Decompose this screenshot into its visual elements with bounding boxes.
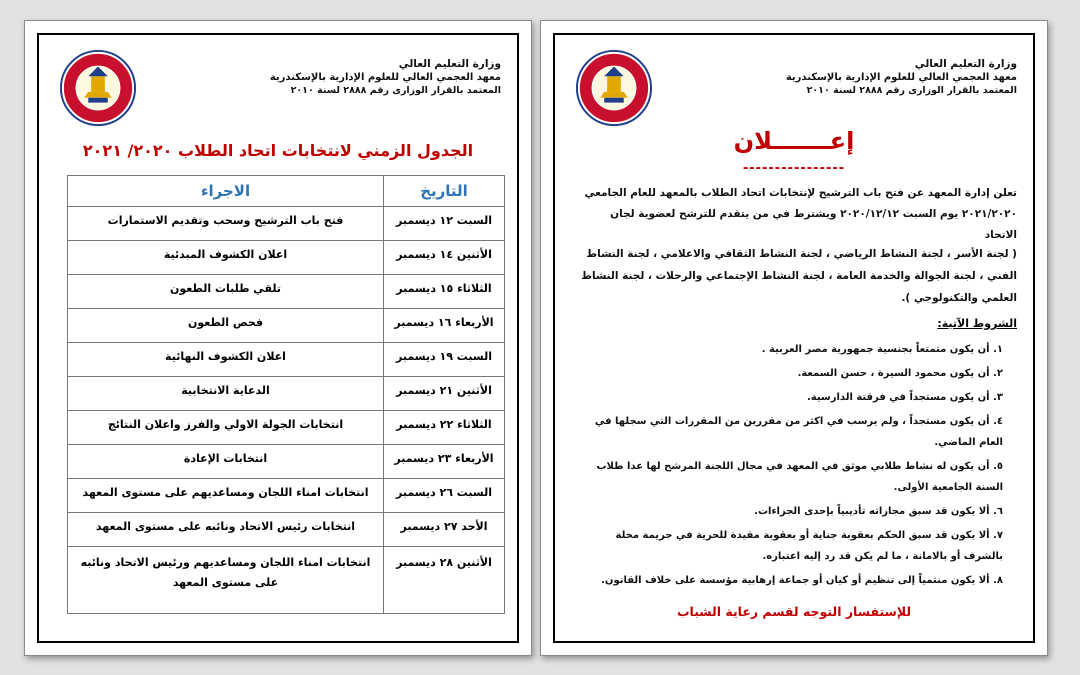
schedule-title: الجدول الزمني لانتخابات اتحاد الطلاب ٢٠٢٠/ ٢٠٢١	[82, 141, 474, 160]
schedule-table	[67, 175, 505, 614]
condition-item: ٤. أن يكون مستجداً ، ولم يرسب في اكثر من مقررين من المقررات التي سجلها في العام الماضي.	[594, 416, 1003, 448]
date-column-header: التاريخ	[384, 176, 505, 207]
header-text	[786, 57, 1017, 97]
institute-logo	[59, 49, 137, 127]
table-row	[68, 275, 505, 309]
row-date: الأثنين ٢٨ ديسمبر	[384, 547, 505, 614]
row-date: السبت ٢٦ ديسمبر	[384, 479, 505, 513]
condition-item: ٦. ألا يكون قد سبق مجازاته تأديبياً بإحدى الجزاءات.	[754, 506, 1003, 517]
schedule-page	[24, 20, 532, 656]
action-column-header: الاجراء	[68, 176, 384, 207]
row-action: انتخابات الجولة الاولي والفرز واعلان النتائج	[68, 411, 384, 445]
row-date: السبت ١٩ ديسمبر	[384, 343, 505, 377]
row-date: الأربعاء ١٦ ديسمبر	[384, 309, 505, 343]
row-action: اعلان الكشوف النهائية	[68, 343, 384, 377]
row-date: الأثنين ٢١ ديسمبر	[384, 377, 505, 411]
accreditation-line: المعتمد بالقرار الوزارى رقم ٢٨٨٨ لسنة ٢٠١٠	[290, 85, 501, 96]
conditions-list	[579, 339, 1017, 594]
condition-item: ٣. أن يكون مستجداً في فرقتة الدارسية.	[806, 392, 1003, 403]
accreditation-line: المعتمد بالقرار الوزارى رقم ٢٨٨٨ لسنة ٢٠١٠	[806, 85, 1017, 96]
condition-item: ٢. أن يكون محمود السيرة ، حسن السمعة.	[797, 368, 1003, 379]
row-action: اعلان الكشوف المبدئية	[68, 241, 384, 275]
row-date: الثلاثاء ٢٢ ديسمبر	[384, 411, 505, 445]
institute-name: معهد العجمي العالي للعلوم الإدارية بالإسكندرية	[785, 72, 1017, 83]
announcement-intro: تعلن إدارة المعهد عن فتح باب الترشيح لإنتخابات اتحاد الطلاب بالمعهد للعام الجامعي ٢٠٢١/٢٠٢٠ يوم السبت ٢٠٢٠/١٢/١٢ ويشترط في من يتقدم للترشح لعضوية لجان الاتحاد	[584, 187, 1017, 241]
row-action: انتخابات امناء اللجان ومساعديهم ورئيس الاتحاد ونائبه على مستوى المعهد	[68, 547, 384, 614]
condition-item: ٥. أن يكون له نشاط طلابي موثق في المعهد في مجال اللجنة المرشح لها عدا طلاب السنة الجامعية الأولى.	[596, 461, 1003, 493]
condition-item: ٧. ألا يكون قد سبق الحكم بعقوبة جناية أو بعقوبة مقيدة للحرية في جريمة مخلة بالشرف أو بالامانة ، ما لم يكن قد رد إليه اعتباره.	[615, 530, 1003, 562]
table-row	[68, 513, 505, 547]
row-date: الأثنين ١٤ ديسمبر	[384, 241, 505, 275]
table-row	[68, 547, 505, 614]
row-action: تلقي طلبات الطعون	[68, 275, 384, 309]
table-row	[68, 445, 505, 479]
page-header	[25, 49, 531, 129]
header-text	[270, 57, 501, 97]
row-action: الدعاية الانتخابية	[68, 377, 384, 411]
row-action: انتخابات رئيس الاتحاد ونائبه على مستوى المعهد	[68, 513, 384, 547]
table-header-row	[68, 176, 505, 207]
table-row	[68, 343, 505, 377]
condition-item: ١. أن يكون متمتعاً بجنسية جمهورية مصر العربية .	[761, 344, 1003, 355]
row-date: الثلاثاء ١٥ ديسمبر	[384, 275, 505, 309]
row-date: السبت ١٢ ديسمبر	[384, 207, 505, 241]
institute-name: معهد العجمي العالي للعلوم الإدارية بالإسكندرية	[269, 72, 501, 83]
table-row	[68, 207, 505, 241]
row-action: فحص الطعون	[68, 309, 384, 343]
inquiry-note: للإستفسار التوجه لقسم رعاية الشباب	[676, 604, 912, 619]
condition-item: ٨. ألا يكون منتمياً إلى تنظيم أو كيان أو جماعة إرهابية مؤسسة على خلاف القانون.	[601, 575, 1003, 586]
table-row	[68, 241, 505, 275]
committees-list: ( لجنة الأسر ، لجنة النشاط الرياضي ، لجنة النشاط الثقافي والاعلامي ، لجنة النشاط الفني ، لجنة الجوالة والخدمة العامة ، لجنة النشاط الإجتماعي والرحلات ، لجنة النشاط العلمي والتكنولوجي ).	[581, 248, 1017, 304]
page-header	[541, 49, 1047, 129]
ministry-name: وزارة التعليم العالي	[398, 58, 501, 70]
conditions-heading: الشروط الآتية:	[937, 317, 1017, 330]
row-action: انتخابات الإعادة	[68, 445, 384, 479]
table-row	[68, 377, 505, 411]
institute-logo	[575, 49, 653, 127]
ministry-name: وزارة التعليم العالي	[914, 58, 1017, 70]
title-underline: ----------------	[742, 161, 846, 176]
row-date: الأربعاء ٢٣ ديسمبر	[384, 445, 505, 479]
table-row	[68, 411, 505, 445]
row-action: فتح باب الترشيح وسحب وتقديم الاستمارات	[68, 207, 384, 241]
row-date: الأحد ٢٧ ديسمبر	[384, 513, 505, 547]
announcement-title: إعـــــــلان	[733, 127, 855, 155]
table-row	[68, 309, 505, 343]
row-action: انتخابات امناء اللجان ومساعديهم على مستوى المعهد	[68, 479, 384, 513]
announcement-page	[540, 20, 1048, 656]
table-row	[68, 479, 505, 513]
